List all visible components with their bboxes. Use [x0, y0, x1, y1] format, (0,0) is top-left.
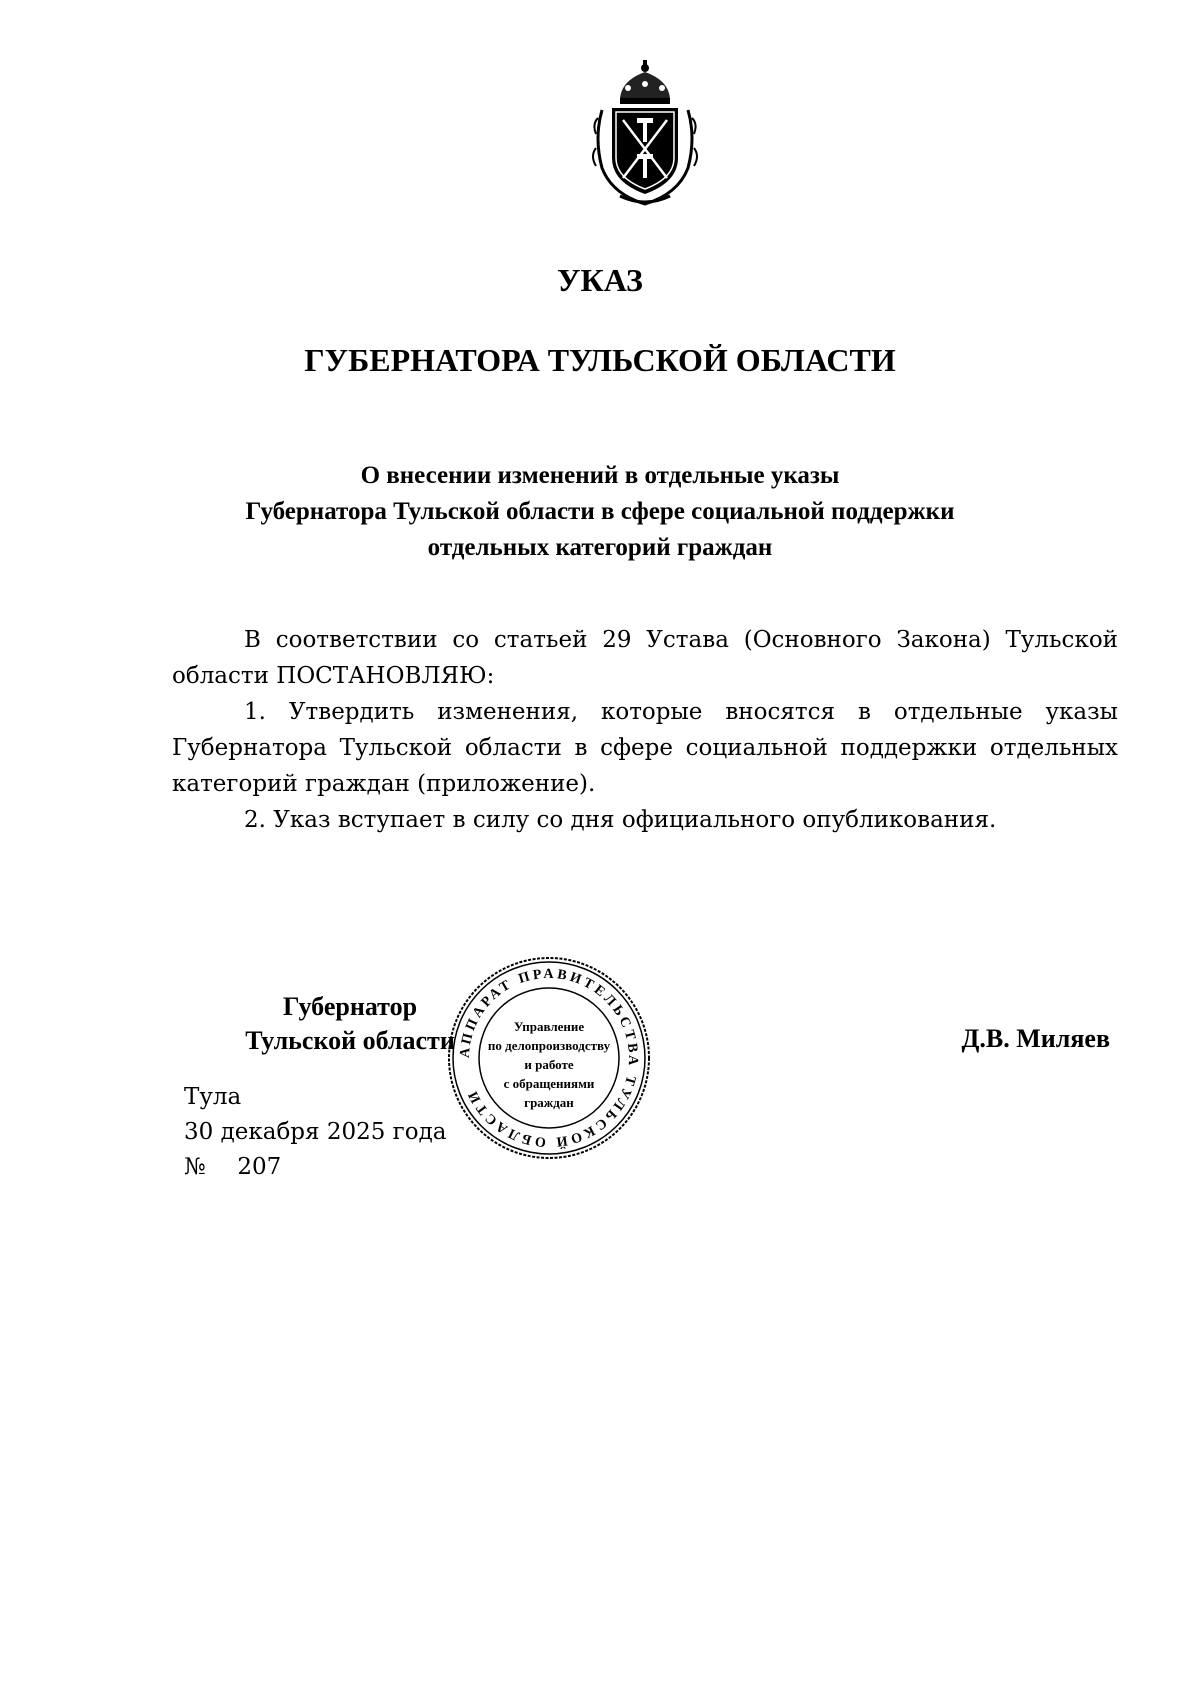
subject-line: Губернатора Тульской области в сфере социальной поддержки — [245, 498, 955, 525]
body-paragraph: 1. Утвердить изменения, которые вносятся в отдельные указы Губернатора Тульской области в сфере социальной поддержки отдельных категорий граждан (приложение). — [172, 699, 1118, 797]
document-subject — [180, 458, 1020, 566]
stamp-line: граждан — [524, 1095, 574, 1110]
stamp-line: с обращениями — [503, 1076, 595, 1091]
place-date-block — [184, 1080, 446, 1185]
document-body — [172, 622, 1118, 838]
document-number-row — [184, 1150, 446, 1185]
official-stamp — [446, 955, 652, 1161]
document-number: 207 — [237, 1154, 282, 1180]
stamp-center-text — [476, 1017, 622, 1112]
stamp-line: Управление — [513, 1019, 585, 1034]
city: Тула — [184, 1084, 242, 1110]
document-issuer: ГУБЕРНАТОРА ТУЛЬСКОЙ ОБЛАСТИ — [304, 342, 896, 378]
tula-coat-of-arms-icon — [590, 58, 700, 208]
stamp-line: и работе — [524, 1057, 574, 1072]
signatory-position-line: Губернатор — [282, 992, 418, 1021]
signatory-name: Д.В. Миляев — [961, 1024, 1110, 1053]
body-paragraph: В соответствии со статьей 29 Устава (Основного Закона) Тульской области ПОСТАНОВЛЯЮ: — [172, 627, 1118, 689]
subject-line: О внесении изменений в отдельные указы — [360, 462, 840, 489]
document-date: 30 декабря 2025 года — [184, 1119, 447, 1145]
number-sign: № — [184, 1154, 206, 1180]
signatory-position-line: Тульской области — [245, 1026, 455, 1055]
stamp-ring-text: АППАРАТ ПРАВИТЕЛЬСТВА ТУЛЬСКОЙ ОБЛАСТИ — [457, 966, 641, 1150]
subject-line: отдельных категорий граждан — [427, 534, 773, 561]
document-title: УКАЗ — [557, 262, 643, 298]
stamp-line: по делопроизводству — [487, 1038, 611, 1053]
body-paragraph: 2. Указ вступает в силу со дня официального опубликования. — [244, 807, 997, 833]
